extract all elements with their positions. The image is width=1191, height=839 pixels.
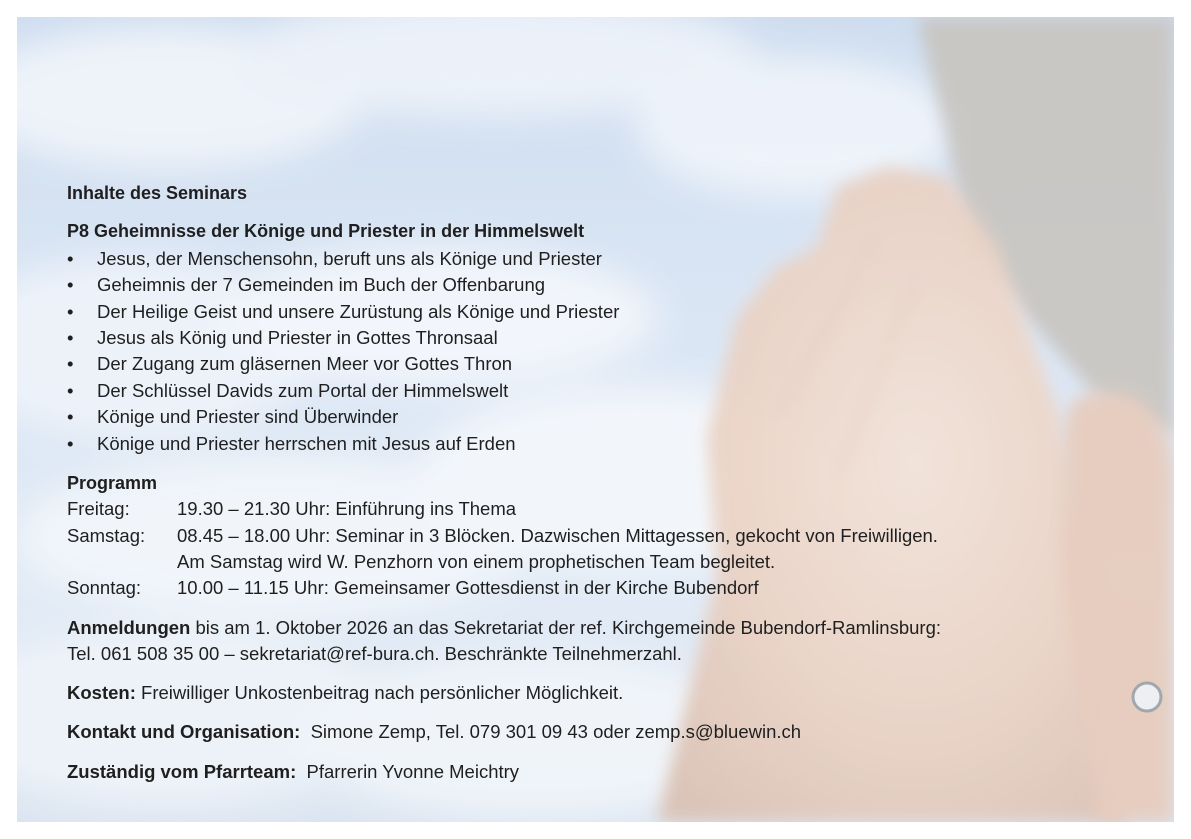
list-item-text: Könige und Priester sind Überwinder — [97, 406, 399, 427]
list-item-text: Der Schlüssel Davids zum Portal der Himmelswelt — [97, 380, 509, 401]
anmeldungen-contact: Tel. 061 508 35 00 – sekretariat@ref-bura.ch. Beschränkte Teilnehmerzahl. — [67, 643, 682, 664]
bullet-icon: • — [67, 248, 74, 269]
programm-text: 10.00 – 11.15 Uhr: Gemeinsamer Gottesdienst in der Kirche Bubendorf — [177, 577, 759, 598]
programm-day: Sonntag: — [67, 577, 142, 598]
list-item-text: Könige und Priester herrschen mit Jesus auf Erden — [97, 433, 516, 454]
zustaendig-label: Zuständig vom Pfarrteam: — [67, 761, 297, 782]
anmeldungen-line — [67, 616, 941, 640]
flyer-card — [17, 17, 1174, 822]
kosten-text: Freiwilliger Unkostenbeitrag nach persönlicher Möglichkeit. — [135, 682, 624, 703]
kontakt-label: Kontakt und Organisation: — [67, 721, 301, 742]
programm-day: Samstag: — [67, 525, 146, 546]
list-item-text: Jesus als König und Priester in Gottes Thronsaal — [97, 327, 498, 348]
programm-day: Freitag: — [67, 498, 130, 519]
kontakt-text: Simone Zemp, Tel. 079 301 09 43 oder zemp.s@bluewin.ch — [300, 721, 802, 742]
kontakt-line — [67, 720, 801, 744]
list-item-text: Jesus, der Menschensohn, beruft uns als Könige und Priester — [97, 248, 602, 269]
section-heading: Inhalte des Seminars — [67, 183, 248, 203]
zustaendig-line — [67, 760, 519, 784]
bullet-icon: • — [67, 274, 74, 295]
bullet-icon: • — [67, 380, 74, 401]
programm-title: Programm — [67, 473, 158, 493]
bullet-icon: • — [67, 433, 74, 454]
bullet-icon: • — [67, 327, 74, 348]
seminar-title: P8 Geheimnisse der Könige und Priester in der Himmelswelt — [67, 221, 585, 241]
programm-text: 08.45 – 18.00 Uhr: Seminar in 3 Blöcken. Dazwischen Mittagessen, gekocht von Freiwilligen. — [177, 525, 938, 546]
bullet-icon: • — [67, 406, 74, 427]
list-item-text: Geheimnis der 7 Gemeinden im Buch der Offenbarung — [97, 274, 546, 295]
bullet-icon: • — [67, 353, 74, 374]
list-item-text: Der Heilige Geist und unsere Zurüstung als Könige und Priester — [97, 301, 620, 322]
programm-text: 19.30 – 21.30 Uhr: Einführung ins Thema — [177, 498, 517, 519]
kosten-label: Kosten: — [67, 682, 136, 703]
programm-text: Am Samstag wird W. Penzhorn von einem prophetischen Team begleitet. — [177, 551, 776, 572]
anmeldungen-text: bis am 1. Oktober 2026 an das Sekretariat der ref. Kirchgemeinde Bubendorf-Ramlinsburg: — [190, 617, 942, 638]
list-item-text: Der Zugang zum gläsernen Meer vor Gottes Thron — [97, 353, 513, 374]
anmeldungen-label: Anmeldungen — [67, 617, 191, 638]
bullet-icon: • — [67, 301, 74, 322]
kosten-line — [67, 681, 623, 705]
zustaendig-text: Pfarrerin Yvonne Meichtry — [296, 761, 520, 782]
